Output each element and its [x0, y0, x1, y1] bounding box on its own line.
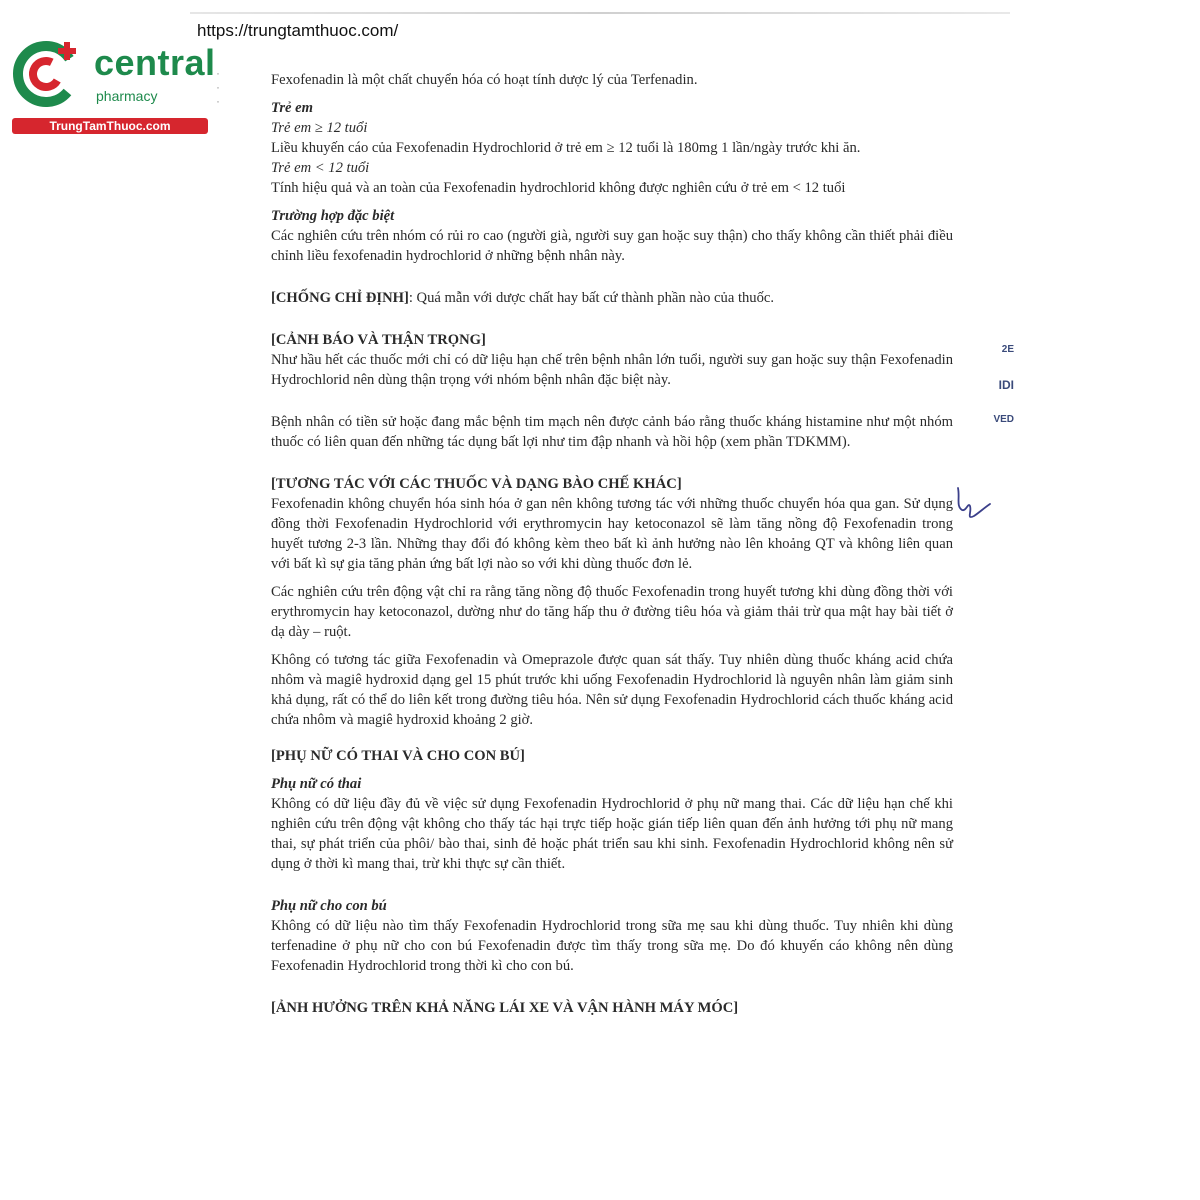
children-under12-text: Tính hiệu quả và an toàn của Fexofenadin hydrochlorid không được nghiên cứu ở trẻ em < 12 tuổi: [271, 180, 846, 196]
interactions-heading: [TƯƠNG TÁC VỚI CÁC THUỐC VÀ DẠNG BÀO CHẾ KHÁC]: [271, 476, 682, 492]
contraindications-paragraph: [271, 288, 953, 308]
children-under12-label: Trẻ em < 12 tuổi: [271, 160, 370, 176]
pregnancy-heading: [PHỤ NỮ CÓ THAI VÀ CHO CON BÚ]: [271, 748, 525, 764]
logo-banner: TrungTamThuoc.com: [12, 118, 208, 134]
pregnant-women-text: Không có dữ liệu đầy đủ về việc sử dụng Fexofenadin Hydrochlorid ở phụ nữ mang thai. Các dữ liệu hạn chế khi nghiên cứu trên động vật không cho thấy tác hại trực tiếp hoặc gián tiếp liên quan đến ảnh hưởng tới phụ nữ mang thai, sự phát triển của phôi/ bào thai, sinh đẻ hoặc phát triển sau khi sinh. Fexofenadin Hydrochlorid không nên sử dụng ở thời kì mang thai, trừ khi thực sự cần thiết.: [271, 796, 953, 872]
contraindications-text: : Quá mẫn với dược chất hay bất cứ thành phần nào của thuốc.: [408, 290, 775, 306]
edge-mark-1: 2E: [1001, 344, 1014, 355]
special-cases-text: Các nghiên cứu trên nhóm có rủi ro cao (người già, người suy gan hoặc suy thận) cho thấy không cần thiết phải điều chỉnh liều fexofenadin hydrochlorid ở những bệnh nhân này.: [271, 228, 953, 264]
edge-mark-2: IDI: [998, 378, 1014, 392]
signature-mark: [948, 484, 994, 528]
interactions-paragraph-1: Fexofenadin không chuyển hóa sinh hóa ở gan nên không tương tác với những thuốc chuyển hóa qua gan. Sử dụng đồng thời Fexofenadin Hydrochlorid với erythromycin hay ketoconazol sẽ làm tăng nồng độ Fexofenadin trong huyết tương 2-3 lần. Những thay đổi đó không kèm theo bất kì ảnh hưởng nào lên khoảng QT và không liên quan với bất kì sự gia tăng phản ứng bất lợi nào so với khi dùng thuốc đơn lẻ.: [271, 496, 953, 572]
logo-dots-decoration: · · ·: [216, 66, 222, 108]
logo-subtitle: pharmacy: [96, 88, 158, 104]
central-pharmacy-logo[interactable]: [10, 36, 230, 136]
edge-mark-3: VED: [993, 414, 1014, 425]
warnings-paragraph-1: Như hầu hết các thuốc mới chỉ có dữ liệu hạn chế trên bệnh nhân lớn tuổi, người suy gan hoặc suy thận Fexofenadin Hydrochlorid nên dùng thận trọng với nhóm bệnh nhân đặc biệt này.: [271, 352, 953, 388]
logo-brand-text: central: [94, 42, 216, 83]
leaflet-document: [271, 70, 953, 1018]
lactation-label: Phụ nữ cho con bú: [271, 898, 387, 914]
special-cases-heading: Trường hợp đặc biệt: [271, 208, 395, 224]
children-over12-label: Trẻ em ≥ 12 tuổi: [271, 120, 368, 136]
pregnant-women-label: Phụ nữ có thai: [271, 776, 362, 792]
pharmacy-cross-icon: [10, 36, 90, 116]
interactions-paragraph-2: Các nghiên cứu trên động vật chỉ ra rằng tăng nồng độ thuốc Fexofenadin trong huyết tương khi dùng đồng thời với erythromycin hay ketoconazol, dường như do tăng hấp thu ở đường tiêu hóa và giảm thải trừ qua mật hay bài tiết ở dạ dày – ruột.: [271, 584, 953, 640]
contraindications-heading: [CHỐNG CHỈ ĐỊNH]: [271, 290, 409, 306]
source-url-link[interactable]: https://trungtamthuoc.com/: [197, 21, 399, 40]
warnings-paragraph-2: Bệnh nhân có tiền sử hoặc đang mắc bệnh tim mạch nên được cảnh báo rằng thuốc kháng histamine như một nhóm thuốc có liên quan đến những tác dụng bất lợi như tim đập nhanh và hồi hộp (xem phần TDKMM).: [271, 414, 953, 450]
children-over12-text: Liều khuyến cáo của Fexofenadin Hydrochlorid ở trẻ em ≥ 12 tuổi là 180mg 1 lần/ngày trước khi ăn.: [271, 140, 861, 156]
lactation-text: Không có dữ liệu nào tìm thấy Fexofenadin Hydrochlorid trong sữa mẹ sau khi dùng thuốc. Tuy nhiên khi dùng terfenadine ở phụ nữ cho con bú Fexofenadin được tìm thấy trong sữa mẹ. Do đó khuyến cáo không nên dùng Fexofenadin Hydrochlorid trong thời kì cho con bú.: [271, 918, 953, 974]
scan-edge: [190, 12, 1010, 14]
warnings-heading: [CẢNH BÁO VÀ THẬN TRỌNG]: [271, 332, 486, 348]
children-heading: Trẻ em: [271, 100, 314, 116]
driving-heading: [ẢNH HƯỞNG TRÊN KHẢ NĂNG LÁI XE VÀ VẬN HÀNH MÁY MÓC]: [271, 1000, 739, 1016]
intro-paragraph: Fexofenadin là một chất chuyển hóa có hoạt tính dược lý của Terfenadin.: [271, 72, 698, 88]
interactions-paragraph-3: Không có tương tác giữa Fexofenadin và Omeprazole được quan sát thấy. Tuy nhiên dùng thuốc kháng acid chứa nhôm và magiê hydroxid dạng gel 15 phút trước khi uống Fexofenadin Hydrochlorid là nguyên nhân làm giảm sinh khả dụng, rất có thể do liên kết trong đường tiêu hóa. Nên sử dụng Fexofenadin Hydrochlorid cách thuốc kháng acid chứa nhôm và magiê hydroxid khoảng 2 giờ.: [271, 652, 953, 728]
